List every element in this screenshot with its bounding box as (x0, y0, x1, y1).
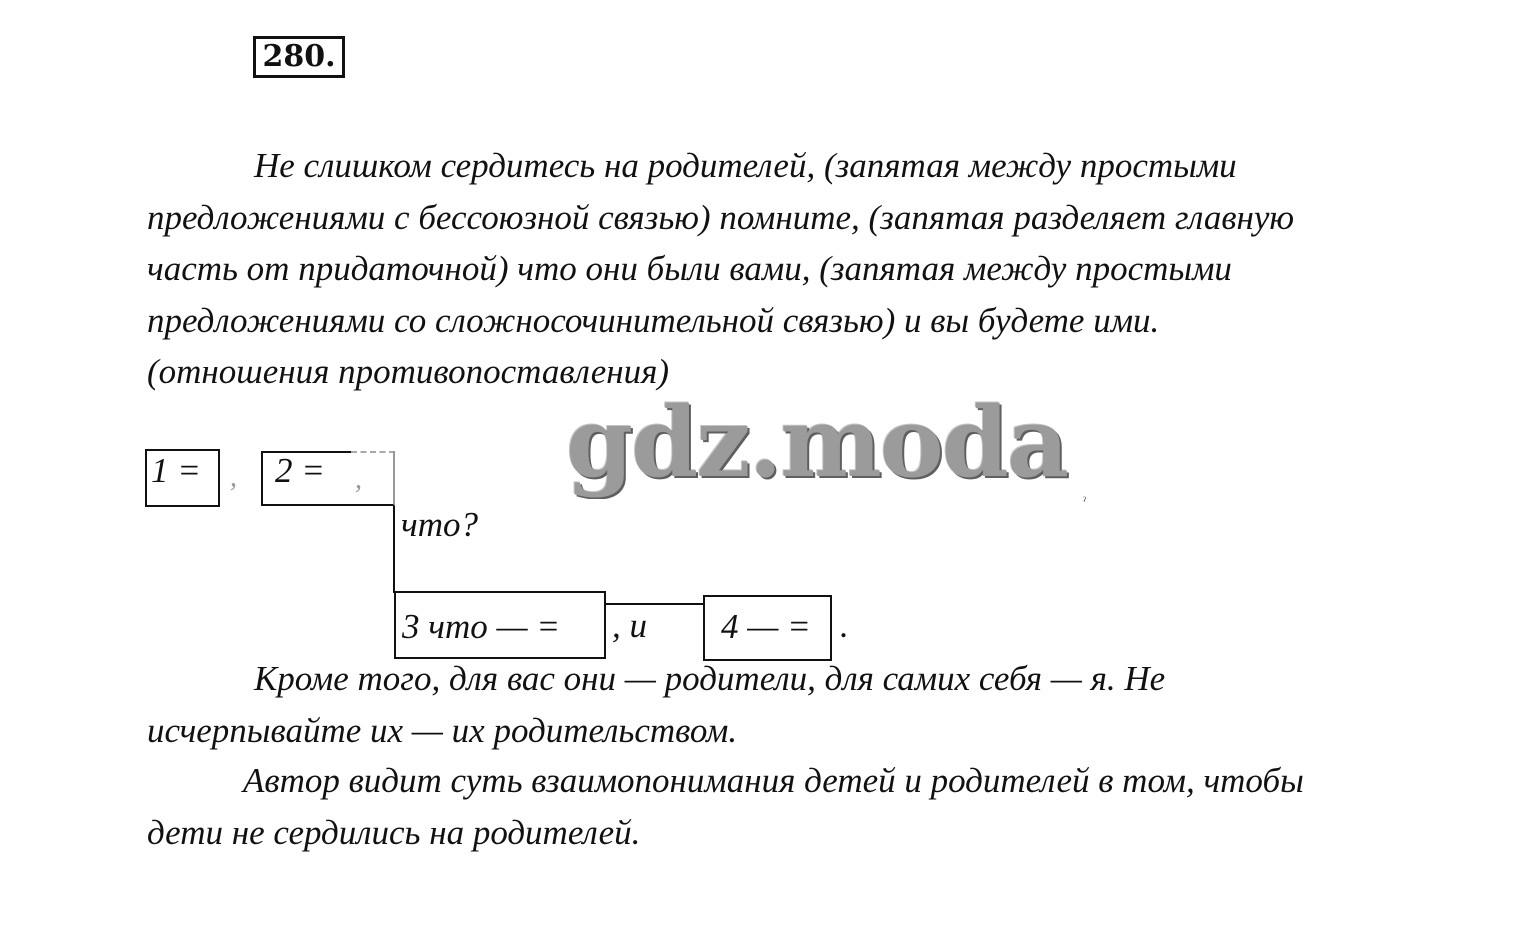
scheme-box-4: 4 — = (703, 595, 832, 661)
answer-paragraph-3 (147, 755, 1447, 858)
scheme-comma-2: , (355, 464, 362, 495)
text-line: Не слишком сердитесь на родителей, (запятая между простыми (254, 146, 1237, 185)
scheme-comma-1: , (230, 462, 237, 493)
text-line: Кроме того, для вас они — родители, для самих себя — я. Не (254, 659, 1166, 698)
answer-paragraph-1 (147, 140, 1447, 398)
exercise-number: 280. (253, 36, 345, 78)
scheme-end-period: . (840, 606, 849, 645)
text-line: предложениями с бессоюзной связью) помните, (запятая разделяет главную (147, 197, 1295, 237)
text-line: исчерпывайте их — их родительством. (147, 710, 738, 750)
text-line: предложениями со сложносочинительной связью) и вы будете ими. (147, 300, 1160, 340)
text-line: дети не сердились на родителей. (147, 812, 641, 852)
scheme-box-3: 3 что — = (394, 591, 606, 659)
scheme-box-2: 2 = (261, 451, 395, 506)
scheme-box-1: 1 = (145, 449, 220, 507)
answer-paragraph-2 (147, 653, 1447, 756)
text-line: (отношения противопоставления) (147, 352, 670, 391)
stray-mark: ˀ (1083, 494, 1086, 508)
watermark-logo: gdz.moda (566, 386, 1068, 499)
text-line: часть от придаточной) что они были вами, (запятая между простыми (147, 249, 1232, 288)
scheme-connector-label: , и (612, 606, 647, 645)
scheme-question: что? (401, 505, 478, 544)
scheme-connector-horizontal (605, 603, 704, 605)
text-line: Автор видит суть взаимопонимания детей и родителей в том, чтобы (243, 761, 1304, 800)
scheme-connector-vertical (393, 506, 395, 593)
